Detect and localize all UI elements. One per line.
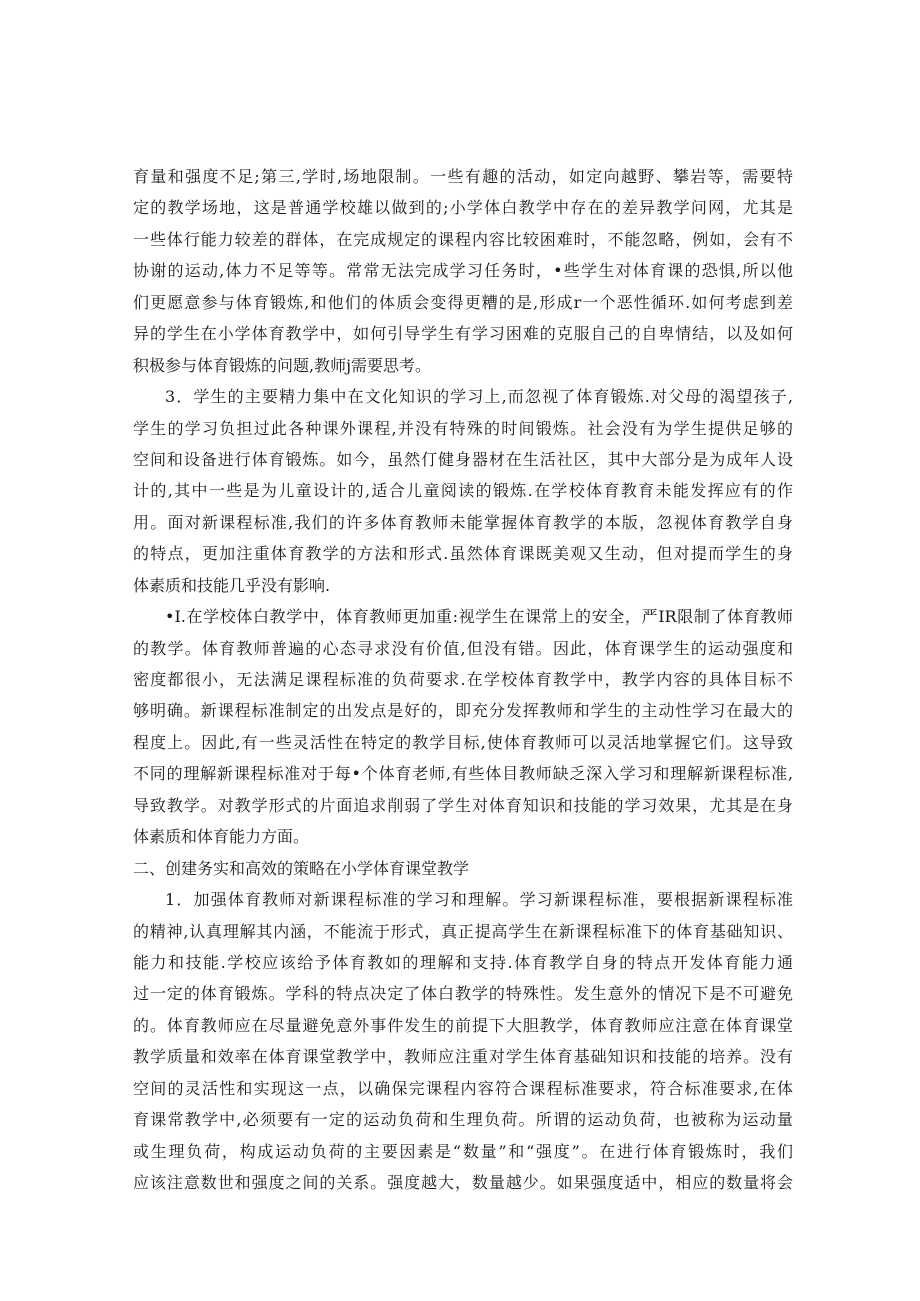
text-line: 能力和技能.学校应该给予体育教如的理解和支持.体育教学自身的特点开发体育能力通 bbox=[133, 952, 793, 972]
text-line: 的特点，更加注重体育教学的方法和形式.虽然体育课既美观又生动，但对提而学生的身 bbox=[133, 544, 793, 564]
body-text bbox=[133, 161, 793, 1198]
text-line: 的。体育教师应在尽量避免意外事件发生的前提下大胆教学，体育教师应注意在体育课堂 bbox=[133, 1015, 793, 1035]
text-line: 3．学生的主要精力集中在文化知识的学习上,而忽视了体育锻炼.对父母的渴望孩子, bbox=[165, 387, 793, 407]
text-line: 空间和设备进行体育锻炼。如今，虽然仃健身器材在生活社区，其中大部分是为成年人设 bbox=[133, 449, 793, 469]
text-line: 育课常教学中,必须要有一定的运动负荷和生理负荷。所谓的运动负荷，也被称为运动量 bbox=[133, 1110, 793, 1130]
text-line: 体素质和技能几乎没有影响. bbox=[133, 575, 331, 595]
text-line: 程度上。因此,有一些灵活性在特定的教学目标,使体育教师可以灵活地掌握它们。这导致 bbox=[133, 732, 793, 752]
text-line: 的教学。体育教师普遍的心态寻求没有价值,但没有错。因此，体育课学生的运动强度和 bbox=[133, 638, 793, 658]
text-line: 用。面对新课程标准,我们的许多体育教师未能掌握体育教学的本版，忽视体育教学自身 bbox=[133, 512, 793, 532]
text-line: 空间的灵活性和实现这一点，以确保完课程内容符合课程标准要求，符合标准要求,在体 bbox=[133, 1078, 793, 1098]
text-line: •I.在学校体白教学中，体育教师更加重:视学生在课常上的安全，严IR限制了体育教师 bbox=[165, 607, 793, 627]
text-line: 的精神,认真理解其内涵，不能流于形式，真正提高学生在新课程标准下的体育基础知识、 bbox=[133, 921, 793, 941]
text-line: 二、创建务实和高效的策略在小学体育课堂教学 bbox=[133, 858, 470, 878]
text-line: 育量和强度不足;第三,学时,场地限制。一些有趣的活动，如定向越野、攀岩等，需要特 bbox=[133, 167, 793, 186]
text-line: 1．加强体育教师对新课程标准的学习和理解。学习新课程标准，要根据新课程标准 bbox=[165, 890, 793, 910]
text-line: 积极参与体育锻炼的问题,教师j需要思考。 bbox=[133, 355, 432, 375]
text-line: 应该注意数世和强度之间的关系。强度越大，数量越少。如果强度适中，相应的数量将会 bbox=[133, 1173, 793, 1192]
text-line: 协谢的运动,体力不足等等。常常无法完成学习任务时，•些学生对体育课的恐惧,所以他 bbox=[133, 261, 793, 281]
text-line: 定的教学场地，这是普通学校雄以做到的;小学体白教学中存在的差异教学问网，尤其是 bbox=[133, 198, 793, 218]
text-line: 导致教学。对教学形式的片面追求削弱了学生对体育知识和技能的学习效果，尤其是在身 bbox=[133, 795, 793, 815]
text-line: 够明确。新课程标准制定的出发点是好的，即充分发挥教师和学生的主动性学习在最大的 bbox=[133, 701, 793, 721]
text-line: 不同的理解新课程标准对于每•个体育老师,有些体目教师缺乏深入学习和理解新课程标准, bbox=[133, 764, 793, 784]
text-line: 或生理负荷，构成运动负荷的主要因素是“数量”和“强度”。在进行体育锻炼时，我们 bbox=[133, 1141, 793, 1161]
text-line: 异的学生在小学体育教学中，如何引导学生有学习困难的克服自己的自卑情结，以及如何 bbox=[133, 324, 793, 344]
text-line: 们更愿意参与体育锻炼,和他们的体质会变得更糟的是,形成r一个恶性循环.如何考虑到差 bbox=[133, 292, 793, 312]
text-line: 体素质和体育能力方面。 bbox=[133, 827, 310, 847]
text-line: 一些体行能力较差的群体，在完成规定的课程内容比较困难时，不能忽略，例如，会有不 bbox=[133, 229, 793, 249]
text-line: 学生的学习负担过此各种课外课程,并没有特殊的时间锻炼。社会没有为学生提供足够的 bbox=[133, 418, 793, 438]
text-line: 密度都很小，无法满足课程标准的负荷要求.在学校体育教学中，教学内容的具体目标不 bbox=[133, 670, 793, 689]
text-line: 教学质量和效率在体育课堂教学中，教师应注重对学生体育基础知识和技能的培养。没有 bbox=[133, 1047, 793, 1067]
text-line: 计的,其中一些是为儿童设计的,适合儿童阅读的锻炼.在学校体育教育未能发挥应有的作 bbox=[133, 481, 793, 501]
text-line: 过一定的体育锻炼。学科的特点决定了体白教学的特殊性。发生意外的情况下是不可避免 bbox=[133, 984, 793, 1004]
